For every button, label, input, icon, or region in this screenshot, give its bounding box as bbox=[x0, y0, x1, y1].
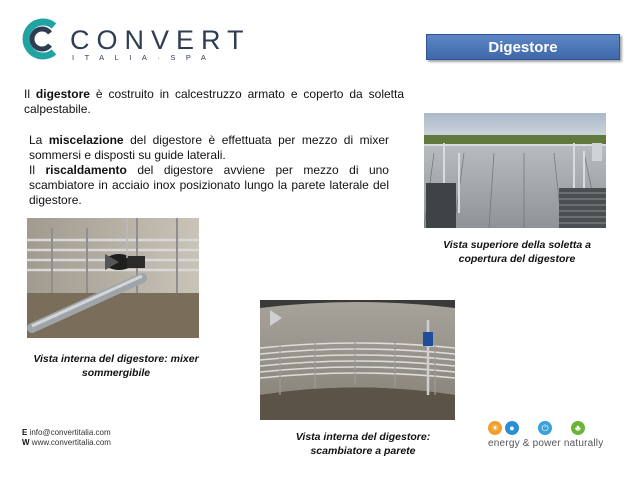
photo-submersible-mixer bbox=[27, 218, 199, 338]
convert-logo-icon bbox=[20, 18, 60, 60]
bold-term: digestore bbox=[35, 87, 90, 101]
power-icon: ⏻ bbox=[538, 421, 552, 435]
web-link[interactable]: www.convertitalia.com bbox=[31, 438, 111, 447]
text-run: Il bbox=[24, 87, 36, 101]
email-link[interactable]: info@convertitalia.com bbox=[29, 428, 111, 437]
heating-paragraph bbox=[29, 163, 389, 208]
photo-wall-heat-exchanger bbox=[260, 300, 455, 420]
text-run: La bbox=[29, 133, 49, 147]
contact-email[interactable] bbox=[22, 428, 111, 438]
contact-web[interactable] bbox=[22, 438, 111, 448]
section-title-banner: Digestore bbox=[426, 34, 620, 60]
energy-power-logo bbox=[488, 421, 618, 449]
caption-exchanger: Vista interna del digestore: scambiatore a parete bbox=[295, 431, 431, 457]
energy-tagline: energy & power naturally bbox=[488, 438, 604, 449]
photo-digester-top-view bbox=[424, 113, 606, 228]
bold-term: riscaldamento bbox=[45, 163, 127, 177]
logo-wordmark: CONVERT bbox=[70, 25, 251, 55]
logo-subtitle: ITALIA·SPA bbox=[72, 53, 217, 62]
caption-top-view: Vista superiore della soletta a copertura del digestore bbox=[443, 239, 591, 265]
sun-icon: ☀ bbox=[488, 421, 502, 435]
leaf-icon: ♣ bbox=[571, 421, 585, 435]
text-run: è costruito in calcestruzzo armato e coperto da soletta calpestabile. bbox=[24, 87, 404, 116]
text-run: Il bbox=[29, 163, 46, 177]
text-run: del digestore è effettuata per mezzo di mixer sommersi e disposti su guide laterali. bbox=[29, 133, 389, 162]
email-prefix: E bbox=[22, 428, 28, 437]
text-run: del digestore avviene per mezzo di uno scambiatore in acciaio inox posizionato lungo la parete laterale del digestore. bbox=[29, 163, 389, 207]
caption-mixer: Vista interna del digestore: mixer sommergibile bbox=[33, 353, 199, 379]
bold-term: miscelazione bbox=[48, 133, 124, 147]
web-prefix: W bbox=[22, 438, 30, 447]
energy-icons bbox=[488, 421, 618, 435]
drop-icon: ● bbox=[505, 421, 519, 435]
mixing-paragraph bbox=[29, 133, 389, 163]
intro-paragraph bbox=[24, 87, 404, 117]
